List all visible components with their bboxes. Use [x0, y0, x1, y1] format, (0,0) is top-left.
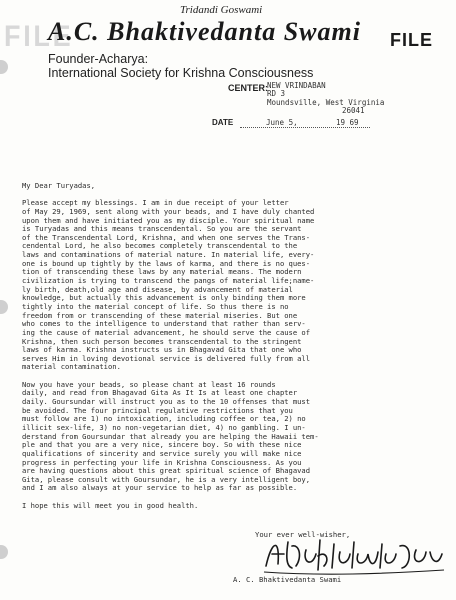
letter-line: cendental Lord, he also becomes completely transcendental to the [22, 241, 298, 251]
letter-line: Please accept my blessings. I am in due receipt of your letter [22, 198, 289, 208]
founder-title: Founder-Acharya: [48, 52, 149, 66]
address-line: RD 3 [267, 89, 286, 98]
letter-line: progress in perfecting your life in Krishna Consciousness. As you [22, 457, 302, 467]
center-label: CENTER: [228, 83, 268, 93]
letter-line: ly birth, death,old age and disease, by advancement of material [22, 284, 293, 294]
letter-line: tightly into the material concept of life. So thus there is no [22, 301, 289, 311]
handwritten-signature [262, 532, 447, 578]
letter-body [22, 182, 442, 510]
letter-line: must follow are 1) no intoxication, including coffee or tea, 2) no [22, 414, 306, 424]
address-line: 26041 [342, 106, 365, 115]
letter-line: is Turyadas and this means transcendental. So you are the servant [22, 224, 302, 234]
letter-line: upon them and have initiated you as my disciple. Your spiritual name [22, 215, 315, 225]
letter-line: laws and contaminations of material nature. In material life, every- [22, 250, 315, 260]
date-year: 19 69 [336, 118, 359, 127]
letter-line: serves Him in loving devotional service is delivered fully from all [22, 353, 311, 363]
letter-line: daily. Goursundar will instruct you as to the 10 offenses that must [22, 397, 311, 407]
address-line: Moundsville, West Virginia [267, 98, 385, 107]
letter-line: freedom from or transcending of these material miseries. But one [22, 310, 298, 320]
letter-line: tion of transcending these laws by any material means. The modern [22, 267, 302, 277]
letter-line: derstand from Goursundar that already you are helping the Hawaii tem- [22, 431, 319, 441]
date-rule [240, 127, 370, 128]
letter-line: I hope this will meet you in good health. [22, 500, 199, 510]
date-label: DATE [212, 118, 234, 127]
letterhead-name: A.C. Bhaktivedanta Swami [48, 17, 361, 46]
date-value: June 5, [266, 118, 298, 127]
letter-line: daily, and read from Bhagavad Gita As It Is at least one chapter [22, 388, 298, 398]
letterhead-small-title: Tridandi Goswami [180, 4, 263, 16]
letter-line: one is bound up tightly by the laws of karma, and there is no ques- [22, 258, 311, 268]
closing: Your ever well-wisher, [255, 530, 351, 539]
letter-line: of the Transcendental Lord, Krishna, and when one serves the Trans- [22, 232, 311, 242]
letter-line: ing the cause of material advancement, he should serve the cause of [22, 327, 311, 337]
letter-line: who comes to the intelligence to understand that rather than serv- [22, 319, 306, 329]
letter-line: qualifications of sincerity and service surely you will make nice [22, 448, 302, 458]
letter-line: be avoided. The four principal regulative restrictions that you [22, 405, 293, 415]
letter-line: My Dear Turyadas, [22, 181, 96, 190]
punch-hole [0, 60, 8, 74]
society-name: International Society for Krishna Consciousness [48, 66, 314, 80]
letter-line: Gita, please consult with Goursundar, he is a very intelligent boy, [22, 474, 311, 484]
letter-line: Krishna, then such person becomes transcendental to the stringent [22, 336, 302, 346]
letter-line: of May 29, 1969, sent along with your beads, and I have duly chanted [22, 206, 315, 216]
letter-line: civilization is trying to transcend the pangs of material life;name- [22, 276, 315, 286]
address-line: NEW VRINDABAN [267, 81, 326, 90]
letter-line: and I am also always at your service to help as far as possible. [22, 483, 298, 493]
file-ghost-stamp: FILE [4, 20, 74, 53]
letter-line: knowledge, but actually this advancement is only binding them more [22, 293, 306, 303]
punch-hole [0, 300, 8, 314]
file-stamp: FILE [390, 30, 433, 50]
signature-name: A. C. Bhaktivedanta Swami [233, 575, 342, 584]
letter-line: illicit sex-life, 3) no non-vegetarian diet, 4) no gambling. I un- [22, 422, 306, 432]
letter-line: are having questions about this great spiritual science of Bhagavad [22, 466, 311, 476]
letter-line: Now you have your beads, so please chant at least 16 rounds [22, 379, 276, 389]
letter-line: laws of karma. Krishna instructs us in Bhagavad Gita that one who [22, 345, 302, 355]
letter-line: ple and that you are a very nice, sincere boy. So with these nice [22, 440, 302, 450]
punch-hole [0, 545, 8, 559]
letter-line: material contamination. [22, 362, 121, 372]
